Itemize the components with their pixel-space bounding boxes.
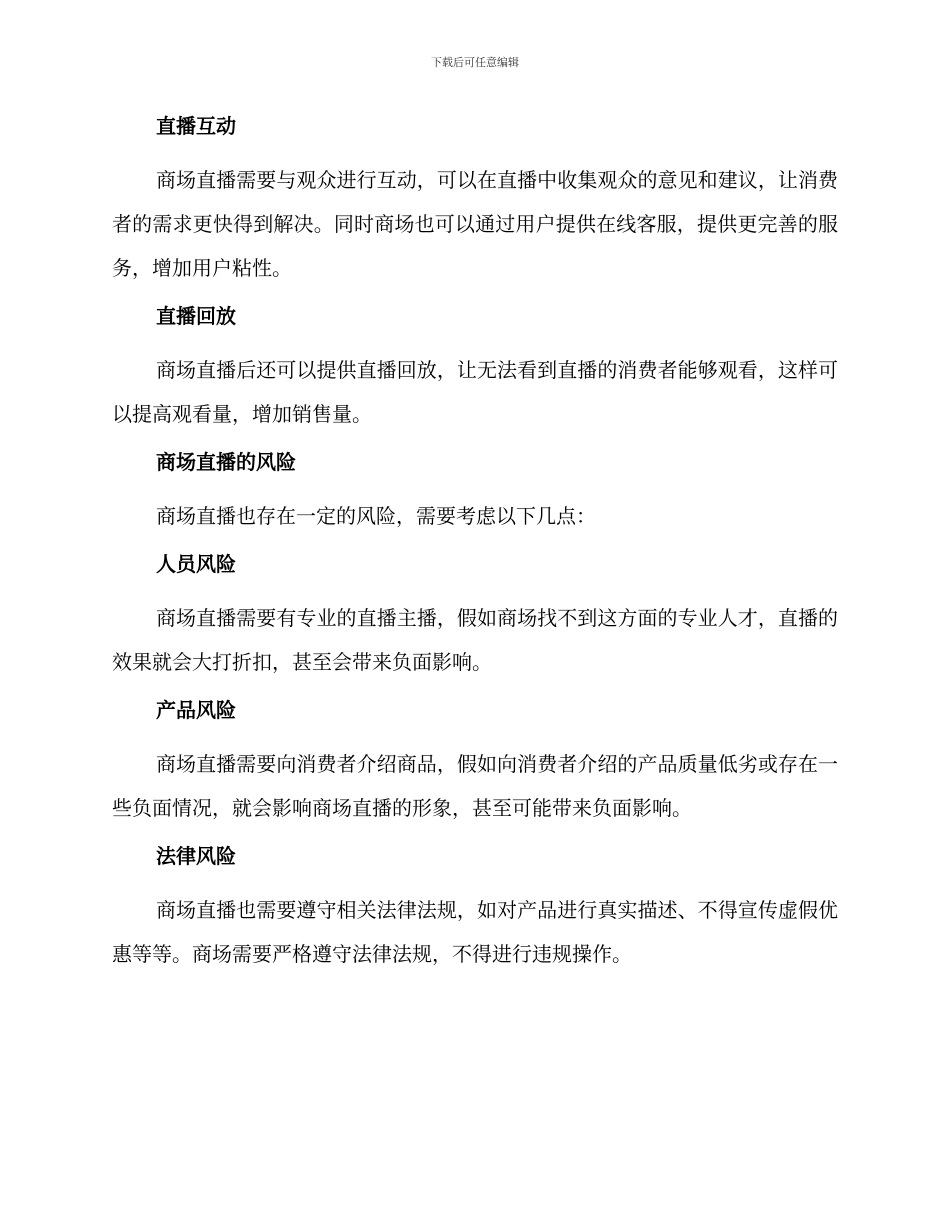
section-live-risks bbox=[112, 450, 838, 538]
section-heading: 产品风险 bbox=[156, 698, 236, 722]
section-personnel-risk bbox=[112, 552, 838, 684]
section-legal-risk bbox=[112, 844, 838, 976]
section-live-interaction bbox=[112, 114, 838, 290]
section-paragraph: 商场直播后还可以提供直播回放，让无法看到直播的消费者能够观看，这样可以提高观看量，增加销售量。 bbox=[112, 358, 838, 426]
page-header-note: 下载后可任意编辑 bbox=[431, 56, 519, 69]
section-heading: 人员风险 bbox=[156, 552, 236, 576]
section-paragraph: 商场直播也需要遵守相关法律法规，如对产品进行真实描述、不得宣传虚假优惠等等。商场需要严格遵守法律法规，不得进行违规操作。 bbox=[112, 898, 838, 966]
document-body bbox=[112, 108, 838, 990]
section-heading: 法律风险 bbox=[156, 844, 236, 868]
section-product-risk bbox=[112, 698, 838, 830]
section-heading: 直播回放 bbox=[156, 304, 236, 328]
section-paragraph: 商场直播需要向消费者介绍商品，假如向消费者介绍的产品质量低劣或存在一些负面情况，就会影响商场直播的形象，甚至可能带来负面影响。 bbox=[112, 752, 838, 820]
section-heading: 商场直播的风险 bbox=[156, 450, 296, 474]
section-paragraph: 商场直播需要与观众进行互动，可以在直播中收集观众的意见和建议，让消费者的需求更快得到解决。同时商场也可以通过用户提供在线客服，提供更完善的服务，增加用户粘性。 bbox=[112, 168, 838, 280]
section-live-replay bbox=[112, 304, 838, 436]
section-paragraph: 商场直播需要有专业的直播主播，假如商场找不到这方面的专业人才，直播的效果就会大打折扣，甚至会带来负面影响。 bbox=[112, 606, 838, 674]
section-paragraph: 商场直播也存在一定的风险，需要考虑以下几点： bbox=[156, 504, 596, 528]
section-heading: 直播互动 bbox=[156, 114, 236, 138]
